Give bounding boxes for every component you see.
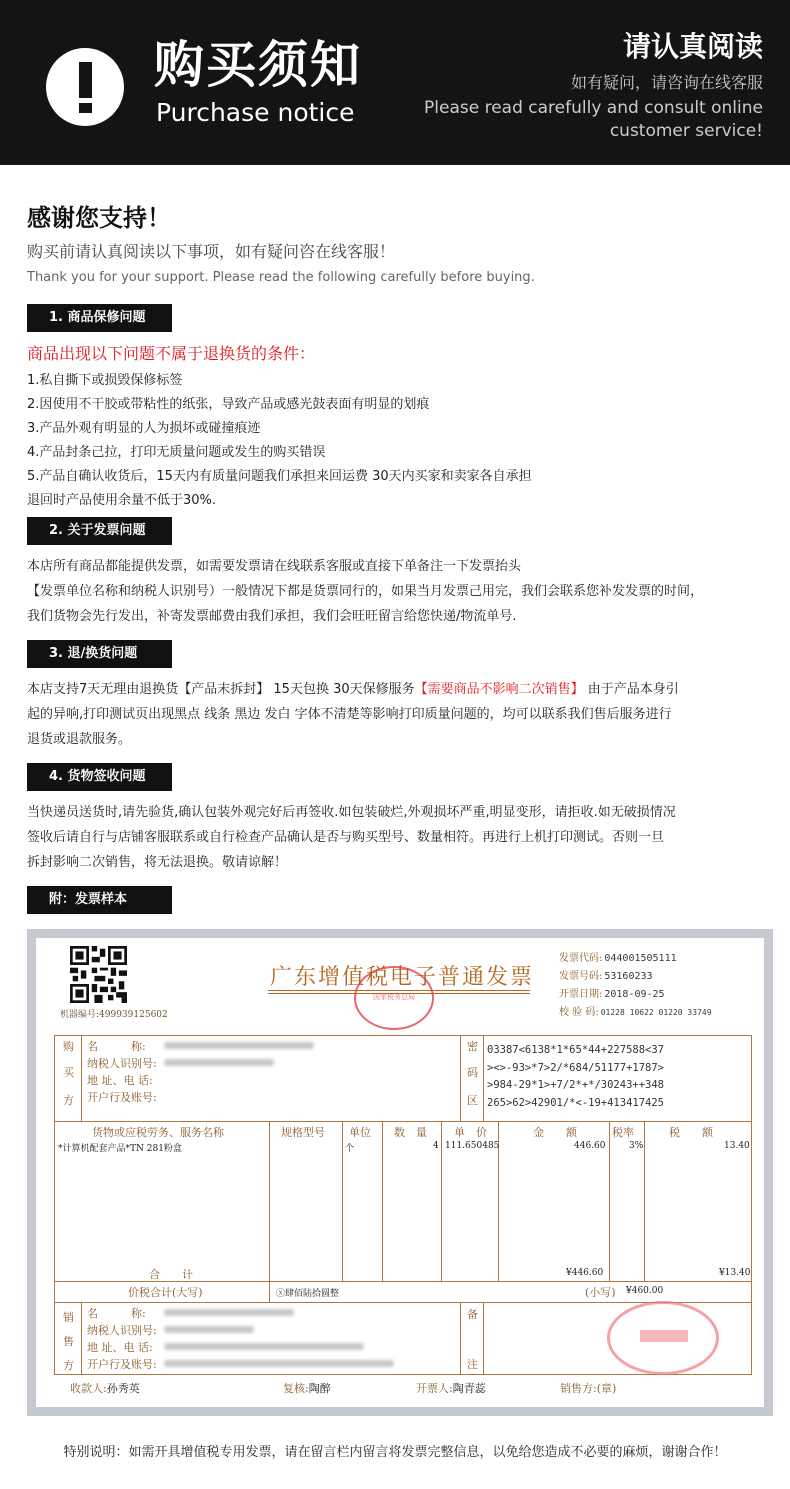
paragraph-line: 签收后请自行与店铺客服联系或自行检查产品确认是否与购买型号、数量相符。再进行上机打印测试。否则一旦: [27, 830, 665, 845]
machine-number: 机器编号:499939125602: [60, 1010, 168, 1020]
list-item: 1.私自撕下或损毁保修标签: [27, 373, 183, 388]
delivery-text: [27, 800, 767, 875]
buyer-taxid-label: 纳税人识别号:: [87, 1057, 157, 1070]
payee: 收款人:孙秀英: [70, 1382, 140, 1395]
seller-name-label: 名 称:: [87, 1307, 146, 1320]
invoice-number: 53160233: [604, 971, 653, 982]
section-label-invoice: 2. 关于发票问题: [27, 517, 172, 545]
paragraph-line: 本店支持7天无理由退换货【产品末拆封】 15天包换 30天保修服务【需要商品不影响二次销售】 由于产品本身引: [27, 682, 679, 697]
intro: [27, 198, 535, 285]
seller-seal: [607, 1301, 719, 1375]
blurred-value: [164, 1059, 274, 1066]
seller-address-label: 地 址、电 话:: [87, 1341, 153, 1354]
cipher-side-label: 区: [467, 1094, 478, 1107]
intro-cn: 购买前请认真阅读以下事项，如有疑问咨在线客服！: [27, 242, 396, 261]
seller-seal-label: 销售方:(章): [560, 1382, 617, 1395]
total-tax: ¥13.40: [719, 1268, 751, 1278]
section-label-invoice-sample: 附：发票样本: [27, 886, 172, 914]
list-item: 2.因使用不干胶或带粘性的纸张，导致产品或感光鼓表面有明显的划痕: [27, 397, 430, 412]
qr-code-icon: [70, 946, 127, 1003]
header-unit: 单位: [349, 1126, 371, 1139]
buyer-bank-label: 开户行及账号:: [87, 1091, 157, 1104]
blurred-value: [164, 1343, 364, 1350]
red-emphasis: 【需要商品不影响二次销售】: [414, 682, 584, 697]
paragraph-line: 拆封影响二次销售，将无法退换。敬请谅解！: [27, 855, 288, 870]
intro-en: Thank you for your support. Please read the following carefully before buying.: [27, 270, 535, 285]
banner-notice: [424, 30, 763, 144]
row-unit: 个: [345, 1144, 355, 1154]
banner-right-cn: 如有疑问，请咨询在线客服: [570, 72, 763, 92]
header-qty: 数 量: [394, 1126, 427, 1139]
reviewer: 复核:陶醉: [283, 1382, 331, 1395]
paragraph-line: 我们货物会先行发出，补寄发票邮费由我们承担，我们会旺旺留言给您快递/物流单号.: [27, 609, 517, 624]
section-label-warranty: 1. 商品保修问题: [27, 304, 172, 332]
buyer-address-label: 地 址、电 话:: [87, 1074, 153, 1087]
cipher-area: 03387<6138*1*65*44+227588<37 ><>-93>*7>2/*684/51177+1787> >984-29*1>+7/2*+*/30243++348 265>62>42901/*<-19+413417425: [487, 1044, 665, 1109]
header-spec: 规格型号: [281, 1126, 325, 1139]
list-item: 4.产品封条己拉，打印无质量问题或发生的购买错误: [27, 445, 326, 460]
invoice-sample: [36, 938, 764, 1407]
seller-bank-label: 开户行及账号:: [87, 1358, 157, 1371]
paragraph-line: 起的异响,打印测试页出现黑点 线条 黑边 发白 字体不清楚等影响打印质量问题的，均可以联系我们售后服务进行: [27, 707, 672, 722]
list-item: 3.产品外观有明显的人为损坏或碰撞痕迹: [27, 421, 261, 436]
row-tax: 13.40: [724, 1141, 750, 1151]
invoice-sample-frame: [27, 929, 773, 1416]
remark-side-label: 备: [467, 1308, 478, 1321]
row-amount: 446.60: [574, 1141, 606, 1151]
seller-side-label: 方: [63, 1359, 74, 1372]
paragraph-line: 退货或退款服务。: [27, 732, 132, 747]
invoice-code: 044001505111: [604, 953, 677, 964]
banner-right-en: Please read carefully and consult online customer service!: [424, 97, 763, 142]
seller-taxid-label: 纳税人识别号:: [87, 1324, 157, 1337]
grand-total-words: ⓧ肆佰陆拾圆整: [276, 1289, 340, 1299]
section-label-return: 3. 退/换货问题: [27, 640, 172, 668]
row-price: 111.650485: [445, 1141, 500, 1151]
header-banner: [0, 0, 790, 165]
buyer-name-label: 名 称:: [87, 1040, 146, 1053]
row-rate: 3%: [629, 1141, 644, 1151]
warranty-list: [27, 369, 767, 513]
exclamation-icon: [46, 48, 124, 126]
blurred-value: [164, 1309, 294, 1316]
remark-side-label: 注: [467, 1358, 478, 1371]
cipher-side-label: 密: [467, 1040, 478, 1053]
buyer-side-label: 买: [63, 1066, 74, 1079]
header-amount: 金 额: [533, 1126, 577, 1139]
list-item: 5.产品自确认收货后，15天内有质量问题我们承担来回运费 30天内买家和卖家各自承担: [27, 469, 532, 484]
invoice-text: [27, 554, 767, 629]
seller-side-label: 售: [63, 1335, 74, 1348]
warranty-red-heading: 商品出现以下问题不属于退换货的条件：: [27, 344, 316, 363]
banner-right-title: 请认真阅读: [622, 30, 763, 63]
seller-side-label: 销: [63, 1311, 74, 1324]
header-price: 单 价: [454, 1126, 487, 1139]
small-total-label: (小写): [585, 1286, 616, 1299]
footer-note: 特别说明：如需开具增值税专用发票，请在留言栏内留言将发票完整信息，以免给您造成不必要的麻烦，谢谢合作！: [63, 1445, 727, 1460]
header-rate: 税率: [612, 1126, 634, 1139]
grand-total-label: 价税合计(大写): [128, 1286, 203, 1299]
return-text: [27, 677, 767, 752]
row-qty: 4: [433, 1141, 439, 1151]
drawer: 开票人:陶青蕊: [416, 1382, 486, 1395]
banner-title: 购买须知: [154, 36, 362, 94]
buyer-side-label: 方: [63, 1094, 74, 1107]
small-total-value: ¥460.00: [626, 1286, 664, 1296]
header-item: 货物或应税劳务、服务名称: [92, 1126, 224, 1139]
tax-bureau-seal: 国家税务总局: [354, 966, 434, 1030]
header-tax: 税 额: [669, 1126, 713, 1139]
invoice-title: 广东增值税电子普通发票: [270, 965, 535, 990]
row-item: *计算机配套产品*TN 281粉盒: [58, 1144, 182, 1154]
invoice-meta: 发票代码: 044001505111 发票号码: 53160233 开票日期: 2018-09-25 校 验 码: 01228 10622 01220 33749: [559, 953, 712, 1018]
blurred-value: [164, 1326, 254, 1333]
banner-subtitle: Purchase notice: [156, 98, 355, 127]
paragraph-line: 当快递员送货时,请先验货,确认包装外观完好后再签收.如包装破烂,外观损坏严重,明显变形，请拒收.如无破损情况: [27, 805, 676, 820]
buyer-side-label: 购: [63, 1040, 74, 1053]
check-code: 01228 10622 01220 33749: [600, 1008, 712, 1017]
blurred-value: [164, 1360, 394, 1367]
total-label: 合 计: [149, 1268, 193, 1281]
cipher-side-label: 码: [467, 1066, 478, 1079]
intro-title: 感谢您支持！: [27, 204, 171, 232]
list-item: 退回时产品使用余量不低于30%.: [27, 493, 217, 508]
total-amount: ¥446.60: [566, 1268, 604, 1278]
blurred-value: [164, 1042, 314, 1049]
section-label-delivery: 4. 货物签收问题: [27, 763, 172, 791]
paragraph-line: 本店所有商品都能提供发票，如需要发票请在线联系客服或直接下单备注一下发票抬头: [27, 559, 522, 574]
paragraph-line: 【发票单位名称和纳税人识别号）一般情况下都是货票同行的，如果当月发票己用完，我们会联系您补发发票的时间，: [27, 584, 704, 599]
invoice-date: 2018-09-25: [604, 989, 665, 1000]
